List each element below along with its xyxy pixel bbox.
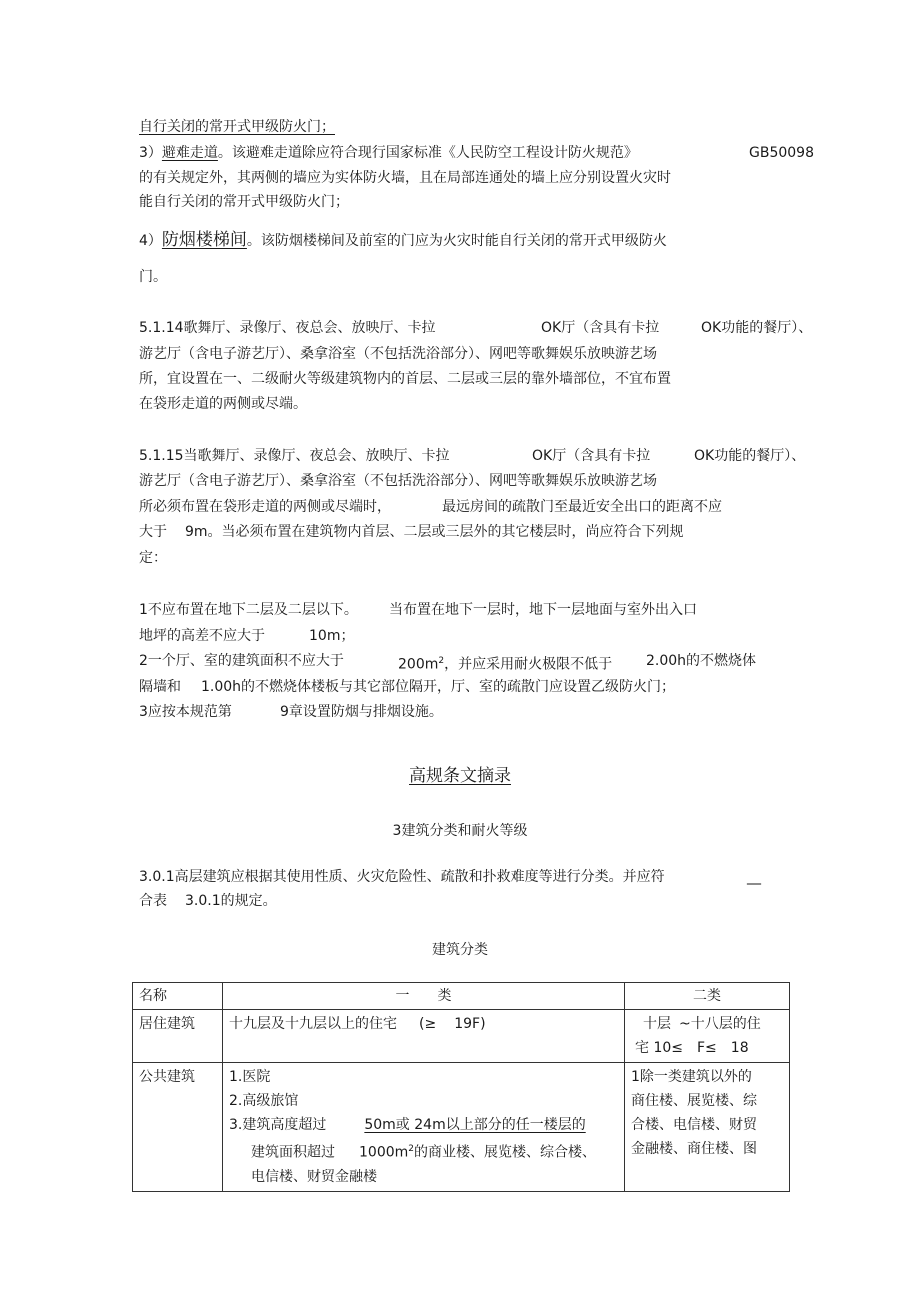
line-text: 在袋形走道的两侧或尽端。 (139, 396, 307, 412)
row2-class-2 (625, 1063, 790, 1192)
row-name: 公共建筑 (133, 1063, 223, 1192)
line-text: 。该防烟楼梯间及前室的门应为火灾时能自行关闭的常开式甲级防火 (246, 233, 667, 249)
text: 商住楼、展览楼、综 (631, 1093, 757, 1109)
item-number: 3） (139, 145, 162, 161)
table-row (133, 1063, 790, 1192)
row-name: 居住建筑 (133, 1010, 223, 1063)
standard-code: GB50098 (749, 145, 814, 161)
header-name: 名称 (133, 983, 223, 1010)
line-text: 门。 (139, 269, 167, 285)
text: ，并应采用耐火极限不低于 (444, 656, 613, 673)
refuge-corridor-heading: 避难走道 (161, 145, 218, 161)
text: 50m或 24m以上部分的任一楼层的 (364, 1117, 586, 1133)
superscript: 2 (408, 1144, 415, 1154)
text: 1000m (359, 1144, 409, 1161)
line-text: 所必须布置在袋形走道的两侧或尽端时， (139, 499, 391, 515)
line-text: 游艺厅（含电子游艺厅）、桑拿浴室（不包括洗浴部分）、网吧等歌舞娱乐放映游艺场 (139, 473, 657, 489)
table-row (133, 1010, 790, 1063)
header-class-1: 一 类 (223, 983, 625, 1010)
item-number: 4） (139, 233, 162, 249)
text: 3.建筑高度超过 (229, 1117, 327, 1133)
line-text: 2.00h的不燃烧体 (646, 653, 757, 669)
line-text: 定： (139, 550, 167, 566)
list-item: 电信楼、财贸金融楼 (251, 1168, 377, 1185)
table-caption: 建筑分类 (432, 942, 488, 958)
text: 十九层及十九层以上的住宅 (229, 1016, 397, 1032)
row1-class-2 (625, 1010, 790, 1063)
line-fire-door-end: 自行关闭的常开式甲级防火门； (139, 119, 335, 135)
line-text: 大于 (139, 524, 167, 540)
text: 的商业楼、展览楼、综合楼、 (414, 1144, 597, 1161)
section-title: 高规条文摘录 (409, 766, 511, 786)
header-class-2: 二类 (625, 983, 790, 1010)
list-item: 1.医院 (229, 1069, 271, 1085)
text: OK厅（含具有卡拉 (541, 320, 660, 336)
rule-1: 1不应布置在地下二层及二层以下。 (139, 602, 358, 618)
section-subtitle: 3建筑分类和耐火等级 (392, 823, 528, 839)
line-text: 地坪的高差不应大于 (139, 628, 265, 644)
text: F≤ (697, 1040, 717, 1056)
list-item (229, 1113, 618, 1137)
line-text: 隔墙和 (139, 679, 181, 695)
text: (≥ (419, 1016, 437, 1032)
table-header-row (133, 983, 790, 1010)
text: 宅 10≤ (635, 1040, 683, 1056)
line-text: 的有关规定外，其两侧的墙应为实体防火墙，且在局部连通处的墙上应分别设置火灾时 (139, 170, 671, 186)
text: 5.1.14歌舞厅、录像厅、夜总会、放映厅、卡拉 (139, 320, 436, 336)
rule-3: 3应按本规范第 (139, 704, 232, 720)
area-value (398, 651, 612, 675)
text: 19F) (454, 1016, 486, 1032)
line-text: 所，宜设置在一、二级耐火等级建筑物内的首层、二层或三层的靠外墙部位，不宜布置 (139, 371, 671, 387)
line-text: 能自行关闭的常开式甲级防火门； (139, 194, 349, 210)
smoke-stair-heading: 防烟楼梯间 (161, 230, 247, 250)
line-text: 1.00h的不燃烧体楼板与其它部位隔开，厅、室的疏散门应设置乙级防火门； (201, 679, 676, 695)
clause-5-1-15-line1: 5.1.15当歌舞厅、录像厅、夜总会、放映厅、卡拉 (139, 448, 450, 464)
line-text: 游艺厅（含电子游艺厅）、桑拿浴室（不包括洗浴部分）、网吧等歌舞娱乐放映游艺场 (139, 346, 657, 362)
row2-class-1 (223, 1063, 625, 1192)
line-text: 最远房间的疏散门至最近安全出口的距离不应 (442, 499, 722, 515)
text: 200m (398, 656, 439, 673)
building-classification-table (132, 982, 790, 1192)
blank-mark: __ (747, 869, 761, 885)
line-text: 。该避难走道除应符合现行国家标准《人民防空工程设计防火规范》 (217, 145, 638, 161)
text: OK功能的餐厅）、 (701, 320, 813, 336)
text: 十层 (643, 1016, 671, 1032)
superscript: 2 (438, 656, 445, 666)
text: OK功能的餐厅）、 (694, 448, 806, 464)
clause-5-1-14-line1 (139, 318, 436, 338)
line-refuge-corridor (139, 143, 638, 163)
line-text: 10m； (309, 628, 355, 644)
line-text: 3.0.1的规定。 (185, 893, 277, 909)
text: OK厅（含具有卡拉 (532, 448, 651, 464)
list-item: 2.高级旅馆 (229, 1093, 299, 1109)
list-item (229, 1137, 618, 1165)
text: 建筑面积超过 (251, 1144, 335, 1161)
text: 合楼、电信楼、财贸 (631, 1117, 757, 1133)
text: ~十八层的住 (679, 1016, 761, 1032)
clause-3-0-1: 3.0.1高层建筑应根据其使用性质、火灾危险性、疏散和扑救难度等进行分类。并应符 (139, 869, 665, 885)
row1-class-1 (223, 1010, 625, 1063)
line-text: 当布置在地下一层时，地下一层地面与室外出入口 (389, 602, 697, 618)
text: 1除一类建筑以外的 (631, 1069, 752, 1085)
text: 18 (730, 1040, 749, 1056)
rule-2: 2一个厅、室的建筑面积不应大于 (139, 653, 344, 669)
line-smoke-stair (139, 230, 667, 251)
line-text: 9m。当必须布置在建筑物内首层、二层或三层外的其它楼层时，尚应符合下列规 (185, 524, 684, 540)
line-text: 合表 (139, 893, 167, 909)
line-text: 9章设置防烟与排烟设施。 (280, 704, 443, 720)
text: 金融楼、商住楼、图 (631, 1141, 757, 1157)
